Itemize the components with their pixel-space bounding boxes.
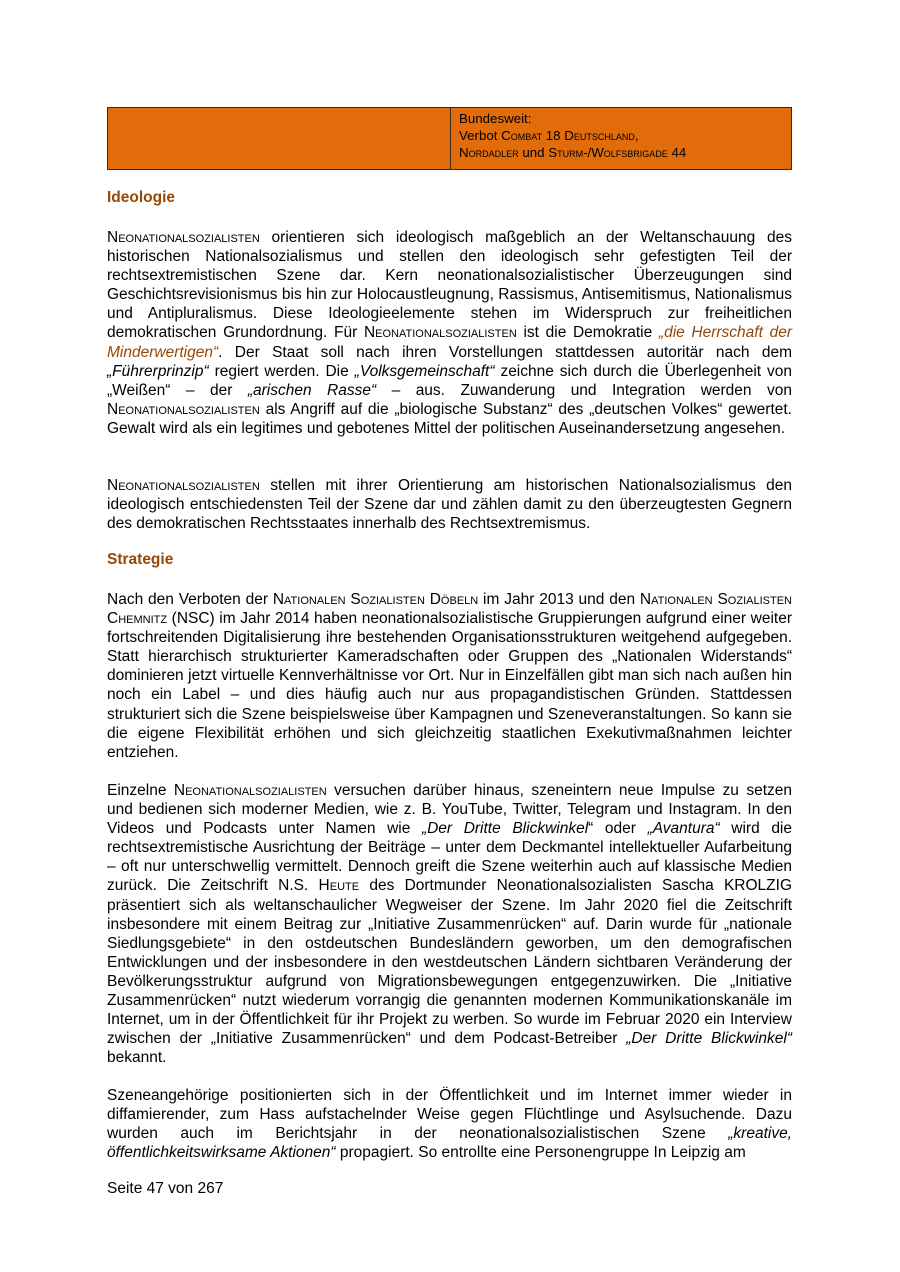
page-number: Seite 47 von 267 xyxy=(107,1180,224,1197)
bans-line-1: Bundesweit: xyxy=(459,111,532,126)
bans-line-3: Nordadler und Sturm-/Wolfsbrigade 44 xyxy=(459,145,687,160)
heading-strategie: Strategie xyxy=(107,551,174,568)
bans-table-right-cell xyxy=(451,108,791,169)
paragraph-strategie-3: Szeneangehörige positionierten sich in der Öffentlichkeit und im Internet immer wieder in diffamierender, zum Hass aufstachelnder Weise gegen Flüchtlinge und Asylsuchende. Dazu wurden auch im Berichtsjahr in der neonationalsozialistischen Szene „kreative, öffentlichkeitswirksame Aktionen“ propagiert. So entrollte eine Personengruppe In Leipzig am xyxy=(107,1087,792,1162)
bans-line-2: Verbot Combat 18 Deutschland, xyxy=(459,128,639,143)
paragraph-strategie-1: Nach den Verboten der Nationalen Sozialisten Döbeln im Jahr 2013 und den Nationalen Sozialisten Chemnitz (NSC) im Jahr 2014 haben neonationalsozialistische Gruppierungen aufgrund einer weiter fortschreitenden Digitalisierung ihre bestehenden Organisationsstrukturen weitgehend aufgegeben. Statt hierarchisch strukturierter Kameradschaften oder Gruppen des „Nationalen Widerstands“ dominieren jetzt virtuelle Kennverhältnisse vor Ort. Nur in Einzelfällen gibt man sich nach außen hin noch ein Label – und dies häufig auch nur aus propagandistischen Gründen. Stattdessen strukturiert sich die Szene beispielsweise über Kampagnen und Szeneveranstaltungen. So kann sie die eigene Flexibilität erhöhen und sich gleichzeitig staatlichen Exekutivmaßnahmen leichter entziehen. xyxy=(107,591,792,761)
bans-table-left-cell xyxy=(108,108,451,169)
paragraph-ideologie-2: Neonationalsozialisten stellen mit ihrer Orientierung am historischen Nationalsozialismus den ideologisch entschiedensten Teil der Szene dar und zählen damit zu den überzeugtesten Gegnern des demokratischen Rechtsstaates innerhalb des Rechtsextremismus. xyxy=(107,477,792,533)
bans-table xyxy=(107,107,792,170)
paragraph-ideologie-1: Neonationalsozialisten orientieren sich ideologisch maßgeblich an der Weltanschauung des historischen Nationalsozialismus und stellen den ideologisch sehr gefestigten Teil der rechtsextremistischen Szene dar. Kern neonationalsozialistischer Überzeugungen sind Geschichtsrevisionismus bis hin zur Holocaustleugnung, Rassismus, Antisemitismus, Nationalismus und Antipluralismus. Diese Ideologieelemente stehen im Widerspruch zur freiheitlichen demokratischen Grundordnung. Für Neonationalsozialisten ist die Demokratie „die Herrschaft der Minderwertigen“. Der Staat soll nach ihren Vorstellungen stattdessen autoritär nach dem „Führerprinzip“ regiert werden. Die „Volksgemeinschaft“ zeichne sich durch die Überlegenheit von „Weißen“ – der „arischen Rasse“ – aus. Zuwanderung und Integration werden von Neonationalsozialisten als Angriff auf die „biologische Substanz“ des „deutschen Volkes“ gewertet. Gewalt wird als ein legitimes und gebotenes Mittel der politischen Auseinandersetzung angesehen. xyxy=(107,229,792,437)
heading-ideologie: Ideologie xyxy=(107,189,176,206)
paragraph-strategie-2: Einzelne Neonationalsozialisten versuchen darüber hinaus, szeneintern neue Impulse zu setzen und bedienen sich moderner Medien, wie z. B. YouTube, Twitter, Telegram und Instagram. In den Videos und Podcasts unter Namen wie „Der Dritte Blickwinkel“ oder „Avantura“ wird die rechtsextremistische Ausrichtung der Beiträge – unter dem Deckmantel intellektueller Aufarbeitung – oft nur unterschwellig vermittelt. Dennoch greift die Szene weiterhin auch auf klassische Medien zurück. Die Zeitschrift N.S. Heute des Dortmunder Neonationalsozialisten Sascha KROLZIG präsentiert sich als weltanschaulicher Wegweiser der Szene. Im Jahr 2020 fiel die Zeitschrift insbesondere mit einem Beitrag zur „Initiative Zusammenrücken“ auf. Darin wurde für „nationale Siedlungsgebiete“ in den ostdeutschen Bundesländern geworben, um den demografischen Entwicklungen und der insbesondere in den westdeutschen Ländern sichtbaren Veränderung der Bevölkerungsstruktur aufgrund von Migrationsbewegungen entgegenzuwirken. Die „Initiative Zusammenrücken“ nutzt wiederum vorrangig die genannten modernen Kommunikationskanäle im Internet, um in der Öffentlichkeit für ihr Projekt zu werben. So wurde im Februar 2020 ein Interview zwischen der „Initiative Zusammenrücken“ und dem Podcast-Betreiber „Der Dritte Blickwinkel“ bekannt. xyxy=(107,782,792,1067)
